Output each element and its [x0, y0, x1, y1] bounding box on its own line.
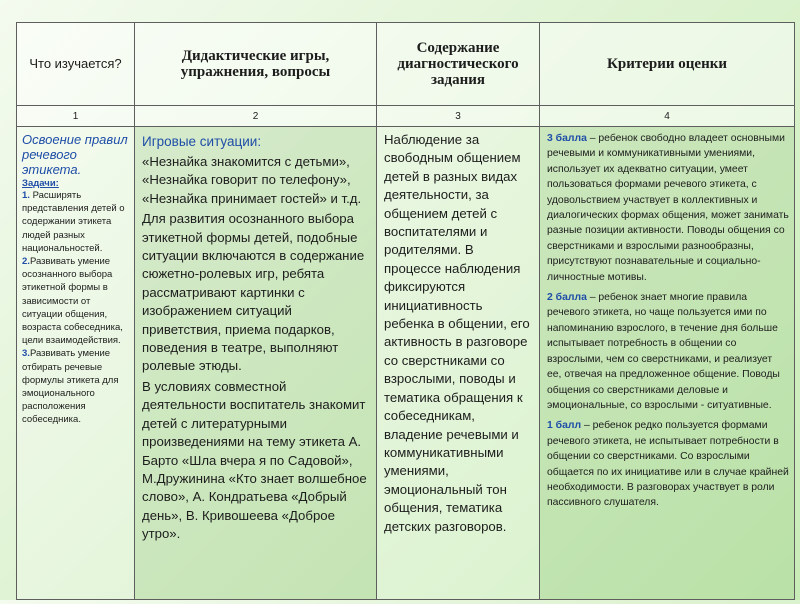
criterion-item: 1 балл – ребенок редко пользуется формами речевого этикета, не испытывает потребности в общении со сверстниками. Со взрослыми общается по их инициативе или в случае крайней необходимости. В разговорах участвует в роли пассивного слушателя.: [547, 420, 789, 509]
games-paragraph: Для развития осознанного выбора этикетной формы детей, подобные ситуации включаются в содержание сюжетно-ролевых игр, ребята рассматривают картинки с изображением ситуаций приветствия, приема подарков, поведения в театре, выполняют ролевые этюды.: [142, 211, 365, 374]
criterion-item: 2 балла – ребенок знает многие правила речевого этикета, но чаще пользуется ими по напоминанию взрослого, в течение дня больше испытывает потребность в общении со взрослыми, чем со сверстниками, и реализует ее, отвечая на предложенное общение. Поводы общения со сверстниками деловые и эмоциональные, со взрослыми - ситуативные.: [547, 292, 780, 411]
header-row: [17, 23, 795, 106]
task-item: 1. Расширять представления детей о содержании этикета людей разных национальностей.: [22, 190, 125, 254]
header-task-content: Содержание диагностического задания: [377, 23, 540, 106]
subject-title: Освоение правил речевого этикета.: [22, 132, 128, 177]
header-didactic-games: Дидактические игры, упражнения, вопросы: [135, 23, 377, 106]
criteria-cell: [540, 127, 795, 600]
task-content-cell: [377, 127, 540, 600]
column-number: 4: [540, 106, 795, 127]
games-cell: [135, 127, 377, 600]
games-paragraph: «Незнайка знакомится с детьми», «Незнайка говорит по телефону», «Незнайка принимает гостей» и т.д.: [142, 154, 362, 206]
task-item: 2.Развивать умение осознанного выбора этикетной формы в зависимости от ситуации общения, возраста собеседника, цели взаимодействия.: [22, 256, 123, 347]
header-criteria: Критерии оценки: [540, 23, 795, 106]
task-item: 3.Развивать умение отбирать речевые формулы этикета для эмоционального расположения собеседника.: [22, 348, 119, 426]
subject-cell: [17, 127, 135, 600]
score-label: 3 балла: [547, 133, 587, 144]
games-title: Игровые ситуации:: [142, 134, 262, 149]
column-number: 2: [135, 106, 377, 127]
criterion-item: 3 балла – ребенок свободно владеет основными речевыми и коммуникативными умениями, использует их адекватно ситуации, умеет пользоваться формами речевого этикета, с удовольствием участвует в коллективных и диалогических формах общения, может занимать разные позиции активности. Поводы общения со сверстниками и взрослыми разнообразны, присутствуют познавательные и социально-личностные мотивы.: [547, 133, 789, 283]
score-label: 2 балла: [547, 292, 587, 304]
games-paragraph: В условиях совместной деятельности воспитатель знакомит детей с литературными произведениями на тему этикета А. Барто «Шла вчера я по Садовой», М.Дружинина «Кто знает волшебное слово», А. Кондратьева «Добрый день», В. Кривошеева «Доброе утро».: [142, 378, 367, 542]
number-row: [17, 106, 795, 127]
column-number: 3: [377, 106, 540, 127]
diagnostic-table: [16, 22, 795, 600]
tasks-label: Задачи:: [22, 178, 59, 189]
column-number: 1: [17, 106, 135, 127]
content-row: [17, 127, 795, 600]
score-label: 1 балл: [547, 420, 582, 432]
header-what-studied: Что изучается?: [17, 23, 135, 106]
task-content-text: Наблюдение за свободным общением детей в разных видах деятельности, за общением детей с воспитателями и родителями. В процессе наблюдения фиксируются инициативность ребенка в общении, его активность в разговоре со сверстниками со взрослыми, поводы и тематика обращения к собеседникам, владение речевыми и коммуникативными умениями, эмоциональный тон общения, тематика детских разговоров.: [384, 132, 530, 534]
